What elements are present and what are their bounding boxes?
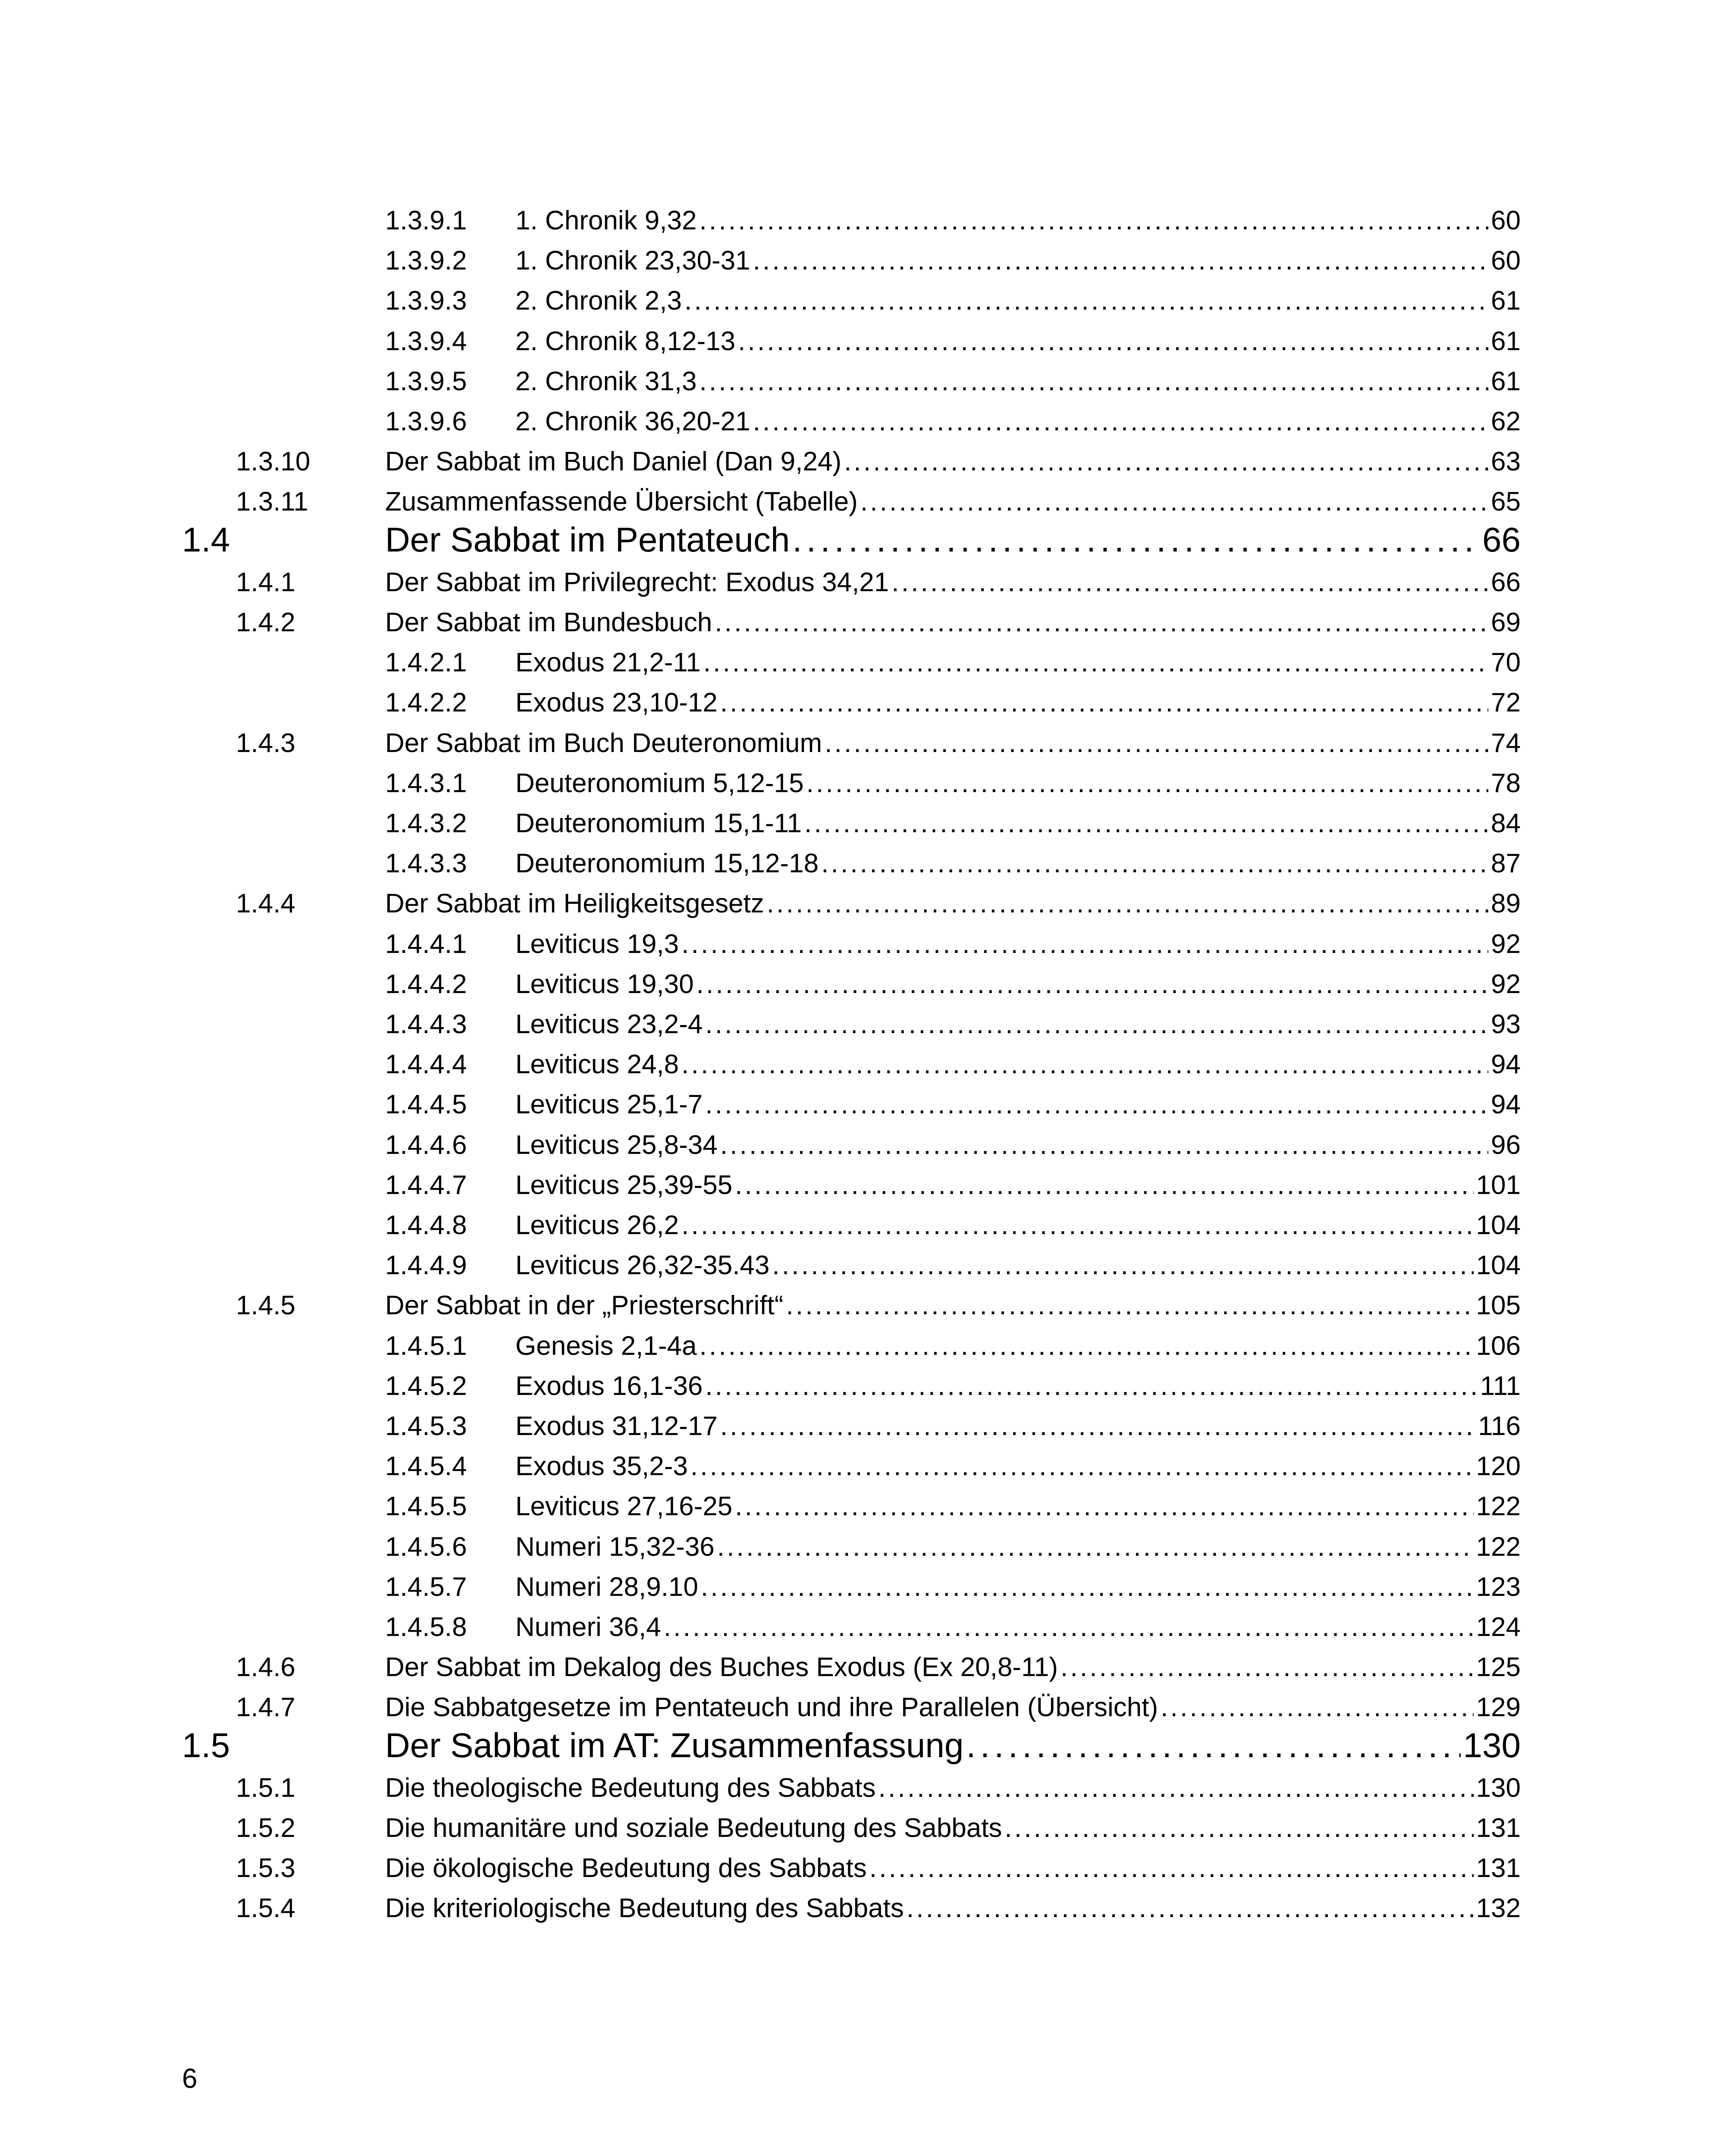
toc-entry[interactable] xyxy=(0,1407,1732,1446)
dot-leader xyxy=(681,1045,1488,1084)
toc-entry[interactable] xyxy=(0,1768,1732,1808)
toc-entry-number: 1.4.6 xyxy=(236,1652,295,1683)
toc-entry-title: Exodus 23,10-12 xyxy=(515,688,718,718)
toc-entry-number: 1.4.5.7 xyxy=(385,1572,467,1602)
toc-entry-page: 125 xyxy=(1476,1652,1521,1683)
toc-entry[interactable] xyxy=(0,442,1732,482)
toc-entry-page: 130 xyxy=(1463,1726,1521,1764)
toc-entry-line xyxy=(515,1045,1521,1084)
toc-entry-number: 1.4.2.1 xyxy=(385,648,467,678)
toc-entry[interactable] xyxy=(0,1808,1732,1848)
toc-entry-number: 1.4.4.5 xyxy=(385,1090,467,1120)
toc-entry-title: Die humanitäre und soziale Bedeutung des Sabbats xyxy=(385,1813,1002,1843)
toc-entry-page: 131 xyxy=(1476,1813,1521,1843)
toc-entry-title: Der Sabbat im Pentateuch xyxy=(385,520,790,559)
toc-entry-line xyxy=(515,1487,1521,1526)
toc-entry-number: 1.3.9.4 xyxy=(385,326,467,356)
dot-leader xyxy=(720,1125,1488,1165)
toc-entry-title: Deuteronomium 15,12-18 xyxy=(515,849,819,879)
toc-entry[interactable] xyxy=(0,965,1732,1004)
toc-entry[interactable] xyxy=(0,1447,1732,1486)
toc-entry-title: Zusammenfassende Übersicht (Tabelle) xyxy=(385,487,858,517)
toc-entry-line xyxy=(385,1688,1521,1727)
toc-entry-title: Genesis 2,1-4a xyxy=(515,1331,697,1361)
dot-leader xyxy=(753,241,1488,281)
toc-entry-number: 1.4.4.3 xyxy=(385,1009,467,1039)
toc-entry-page: 74 xyxy=(1491,728,1521,758)
toc-entry-number: 1.4.4.2 xyxy=(385,969,467,999)
toc-entry-page: 123 xyxy=(1476,1572,1521,1602)
toc-entry-title: Die kriteriologische Bedeutung des Sabbats xyxy=(385,1893,904,1924)
toc-entry-page: 122 xyxy=(1476,1532,1521,1562)
toc-entry-line xyxy=(385,1286,1521,1326)
toc-entry-number: 1.5.2 xyxy=(236,1813,295,1843)
toc-entry-page: 130 xyxy=(1476,1773,1521,1803)
toc-entry-title: Exodus 16,1-36 xyxy=(515,1371,703,1401)
toc-entry[interactable] xyxy=(0,724,1732,763)
toc-entry-page: 124 xyxy=(1476,1612,1521,1642)
toc-entry-page: 104 xyxy=(1476,1250,1521,1281)
toc-entry-page: 84 xyxy=(1491,808,1521,838)
toc-entry-line xyxy=(515,1246,1521,1285)
toc-entry[interactable] xyxy=(0,1726,1732,1765)
toc-entry-page: 104 xyxy=(1476,1210,1521,1240)
toc-entry[interactable] xyxy=(0,482,1732,522)
dot-leader xyxy=(804,804,1488,843)
toc-entry-page: 69 xyxy=(1491,608,1521,637)
toc-entry-number: 1.3.9.3 xyxy=(385,286,467,316)
toc-entry-title: Leviticus 26,32-35.43 xyxy=(515,1250,770,1281)
toc-entry-line xyxy=(515,1447,1521,1486)
toc-entry-number: 1.4.5.1 xyxy=(385,1331,467,1361)
toc-entry[interactable] xyxy=(0,1005,1732,1044)
dot-leader xyxy=(786,1286,1473,1326)
toc-entry-line xyxy=(385,442,1521,482)
toc-entry-number: 1.4.3 xyxy=(236,728,295,758)
toc-entry-page: 93 xyxy=(1491,1009,1521,1039)
toc-entry-title: Leviticus 24,8 xyxy=(515,1050,679,1080)
toc-entry-line xyxy=(515,322,1521,361)
toc-entry-title: Der Sabbat im Buch Deuteronomium xyxy=(385,728,822,758)
toc-entry-number: 1.4.5.6 xyxy=(385,1532,467,1562)
toc-entry-title: Leviticus 25,1-7 xyxy=(515,1090,703,1120)
toc-entry-number: 1.3.9.2 xyxy=(385,246,467,276)
toc-entry-title: Deuteronomium 5,12-15 xyxy=(515,768,804,798)
toc-entry-title: Der Sabbat im Buch Daniel (Dan 9,24) xyxy=(385,447,841,477)
toc-entry-page: 105 xyxy=(1476,1291,1521,1321)
dot-leader xyxy=(1061,1648,1474,1687)
dot-leader xyxy=(879,1768,1474,1808)
toc-entry-title: Der Sabbat im Privilegrecht: Exodus 34,21 xyxy=(385,567,889,597)
toc-entry-number: 1.5.1 xyxy=(236,1773,295,1803)
toc-entry-page: 92 xyxy=(1491,929,1521,959)
toc-entry[interactable] xyxy=(0,1366,1732,1406)
toc-entry-line xyxy=(515,924,1521,964)
toc-entry-title: Deuteronomium 15,1-11 xyxy=(515,808,802,838)
toc-entry-page: 70 xyxy=(1491,648,1521,678)
toc-entry[interactable] xyxy=(0,643,1732,683)
toc-entry-page: 61 xyxy=(1491,286,1521,316)
toc-entry-title: Leviticus 26,2 xyxy=(515,1210,679,1240)
toc-entry-title: Leviticus 19,3 xyxy=(515,929,679,959)
toc-entry[interactable] xyxy=(0,844,1732,884)
dot-leader xyxy=(772,1246,1473,1285)
dot-leader xyxy=(690,1447,1474,1486)
toc-entry[interactable] xyxy=(0,322,1732,361)
toc-entry-title: Exodus 35,2-3 xyxy=(515,1451,688,1482)
toc-entry-page: 60 xyxy=(1491,206,1521,235)
toc-entry-title: Der Sabbat im Heiligkeitsgesetz xyxy=(385,889,764,919)
toc-entry[interactable] xyxy=(0,1849,1732,1888)
toc-entry[interactable] xyxy=(0,1246,1732,1285)
toc-entry-page: 60 xyxy=(1491,246,1521,276)
toc-entry-number: 1.4.4.1 xyxy=(385,929,467,959)
toc-entry-page: 92 xyxy=(1491,969,1521,999)
dot-leader xyxy=(720,683,1488,723)
toc-entry-number: 1.4.5.5 xyxy=(385,1492,467,1522)
toc-entry-line xyxy=(515,1407,1521,1446)
toc-entry-number: 1.5 xyxy=(182,1726,230,1764)
toc-entry[interactable] xyxy=(0,1206,1732,1245)
toc-entry-page: 94 xyxy=(1491,1050,1521,1080)
toc-entry[interactable] xyxy=(0,1125,1732,1165)
toc-entry-title: Numeri 15,32-36 xyxy=(515,1532,715,1562)
toc-entry-title: Numeri 28,9.10 xyxy=(515,1572,698,1602)
toc-entry-title: Die ökologische Bedeutung des Sabbats xyxy=(385,1853,867,1883)
toc-entry-number: 1.5.4 xyxy=(236,1893,295,1924)
toc-entry-page: 66 xyxy=(1482,520,1521,559)
toc-entry-line xyxy=(385,1648,1521,1687)
toc-entry-page: 63 xyxy=(1491,447,1521,477)
dot-leader xyxy=(907,1889,1474,1928)
toc-entry-page: 78 xyxy=(1491,768,1521,798)
toc-entry[interactable] xyxy=(0,563,1732,602)
toc-entry[interactable] xyxy=(0,1286,1732,1326)
toc-entry-title: Der Sabbat im AT: Zusammenfassung xyxy=(385,1726,964,1764)
dot-leader xyxy=(753,402,1488,442)
toc-entry-page: 89 xyxy=(1491,889,1521,919)
toc-entry[interactable] xyxy=(0,1085,1732,1125)
toc-entry-page: 87 xyxy=(1491,849,1521,879)
dot-leader xyxy=(699,1326,1473,1366)
toc-entry-number: 1.4.5.8 xyxy=(385,1612,467,1642)
dot-leader xyxy=(717,1527,1474,1567)
toc-entry-page: 116 xyxy=(1478,1411,1521,1441)
toc-entry-line xyxy=(515,201,1521,241)
dot-leader xyxy=(844,442,1488,482)
toc-entry-number: 1.4.1 xyxy=(236,567,295,597)
toc-entry-number: 1.4.4.6 xyxy=(385,1130,467,1160)
toc-entry-line xyxy=(515,643,1521,683)
toc-entry-title: Die theologische Bedeutung des Sabbats xyxy=(385,1773,876,1803)
dot-leader xyxy=(792,520,1480,560)
toc-entry-line xyxy=(385,1849,1521,1888)
toc-entry[interactable] xyxy=(0,683,1732,723)
toc-entry-number: 1.4.4.8 xyxy=(385,1210,467,1240)
dot-leader xyxy=(860,482,1488,522)
toc-entry-number: 1.4.3.1 xyxy=(385,768,467,798)
dot-leader xyxy=(767,884,1488,924)
toc-entry[interactable] xyxy=(0,520,1732,560)
dot-leader xyxy=(681,924,1488,964)
toc-entry[interactable] xyxy=(0,1889,1732,1928)
toc-entry-line xyxy=(385,603,1521,642)
toc-entry-title: Leviticus 19,30 xyxy=(515,969,694,999)
toc-entry-line xyxy=(515,1166,1521,1205)
toc-entry-line xyxy=(515,281,1521,321)
toc-entry-number: 1.4.5 xyxy=(236,1291,295,1321)
toc-entry-number: 1.4 xyxy=(182,520,230,559)
toc-entry[interactable] xyxy=(0,804,1732,843)
toc-entry-number: 1.4.4.9 xyxy=(385,1250,467,1281)
toc-entry-title: Leviticus 23,2-4 xyxy=(515,1009,703,1039)
dot-leader xyxy=(735,1487,1473,1526)
toc-entry[interactable] xyxy=(0,1567,1732,1607)
toc-entry-line xyxy=(385,1808,1521,1848)
toc-entry[interactable] xyxy=(0,281,1732,321)
toc-entry-title: Der Sabbat in der „Priesterschrift“ xyxy=(385,1291,784,1321)
toc-entry-number: 1.4.4.7 xyxy=(385,1170,467,1200)
toc-entry[interactable] xyxy=(0,1527,1732,1567)
toc-entry-title: Leviticus 25,8-34 xyxy=(515,1130,718,1160)
toc-entry-title: Exodus 31,12-17 xyxy=(515,1411,718,1441)
toc-entry-title: 2. Chronik 36,20-21 xyxy=(515,407,750,436)
toc-entry-title: Der Sabbat im Dekalog des Buches Exodus (Ex 20,8-11) xyxy=(385,1652,1058,1683)
toc-entry-number: 1.3.10 xyxy=(236,447,311,477)
dot-leader xyxy=(806,764,1488,803)
toc-entry-page: 65 xyxy=(1491,487,1521,517)
toc-entry[interactable] xyxy=(0,1326,1732,1366)
toc-entry-line xyxy=(385,1889,1521,1928)
dot-leader xyxy=(701,1567,1474,1607)
toc-entry-page: 61 xyxy=(1491,326,1521,356)
toc-entry[interactable] xyxy=(0,201,1732,241)
dot-leader xyxy=(699,201,1488,241)
toc-entry-page: 101 xyxy=(1476,1170,1521,1200)
toc-entry-page: 94 xyxy=(1491,1090,1521,1120)
toc-entry-page: 131 xyxy=(1476,1853,1521,1883)
toc-entry-number: 1.5.3 xyxy=(236,1853,295,1883)
toc-entry-number: 1.4.5.4 xyxy=(385,1451,467,1482)
dot-leader xyxy=(869,1849,1474,1888)
dot-leader xyxy=(966,1726,1460,1765)
toc-entry-title: 2. Chronik 2,3 xyxy=(515,286,682,316)
toc-entry-line xyxy=(385,563,1521,602)
dot-leader xyxy=(705,1366,1477,1406)
toc-entry[interactable] xyxy=(0,402,1732,442)
dot-leader xyxy=(697,965,1488,1004)
toc-entry-page: 61 xyxy=(1491,366,1521,396)
toc-entry[interactable] xyxy=(0,1045,1732,1084)
toc-entry[interactable] xyxy=(0,1688,1732,1727)
toc-entry-line xyxy=(515,1366,1521,1406)
toc-entry-line xyxy=(515,1206,1521,1245)
toc-entry-line xyxy=(515,1085,1521,1125)
toc-entry-number: 1.4.5.2 xyxy=(385,1371,467,1401)
toc-entry-line xyxy=(515,1608,1521,1647)
toc-entry[interactable] xyxy=(0,603,1732,642)
toc-entry-title: Numeri 36,4 xyxy=(515,1612,661,1642)
toc-entry-line xyxy=(385,1726,1521,1765)
toc-entry-number: 1.4.3.2 xyxy=(385,808,467,838)
toc-entry-title: 1. Chronik 9,32 xyxy=(515,206,697,235)
toc-entry-line xyxy=(385,884,1521,924)
toc-entry-number: 1.4.3.3 xyxy=(385,849,467,879)
toc-entry[interactable] xyxy=(0,1166,1732,1205)
toc-entry-line xyxy=(515,1125,1521,1165)
toc-entry-number: 1.3.9.1 xyxy=(385,206,467,235)
toc-entry-page: 129 xyxy=(1476,1692,1521,1723)
dot-leader xyxy=(1161,1688,1473,1727)
toc-entry[interactable] xyxy=(0,1608,1732,1647)
toc-entry[interactable] xyxy=(0,924,1732,964)
toc-entry-title: Die Sabbatgesetze im Pentateuch und ihre Parallelen (Übersicht) xyxy=(385,1692,1158,1723)
dot-leader xyxy=(703,643,1488,683)
toc-entry-page: 111 xyxy=(1480,1371,1521,1401)
toc-entry-title: Leviticus 27,16-25 xyxy=(515,1492,733,1522)
toc-entry[interactable] xyxy=(0,764,1732,803)
toc-entry-line xyxy=(515,1326,1521,1366)
toc-entry-line xyxy=(515,1005,1521,1044)
dot-leader xyxy=(1004,1808,1473,1848)
dot-leader xyxy=(684,281,1488,321)
toc-entry-page: 72 xyxy=(1491,688,1521,718)
page-number: 6 xyxy=(182,2063,198,2094)
toc-entry-line xyxy=(515,844,1521,884)
dot-leader xyxy=(705,1005,1488,1044)
toc-entry-page: 122 xyxy=(1476,1492,1521,1522)
dot-leader xyxy=(715,603,1488,642)
toc-entry-title: Der Sabbat im Bundesbuch xyxy=(385,608,712,637)
toc-entry-number: 1.4.4.4 xyxy=(385,1050,467,1080)
toc-entry-number: 1.3.11 xyxy=(236,487,308,517)
toc-entry-title: Exodus 21,2-11 xyxy=(515,648,701,678)
toc-entry[interactable] xyxy=(0,241,1732,281)
toc-entry-line xyxy=(515,241,1521,281)
toc-entry-line xyxy=(515,683,1521,723)
toc-entry-line xyxy=(515,965,1521,1004)
toc-entry[interactable] xyxy=(0,1648,1732,1687)
toc-entry-line xyxy=(385,724,1521,763)
toc-entry-line xyxy=(515,1527,1521,1567)
toc-entry-title: 2. Chronik 31,3 xyxy=(515,366,697,396)
dot-leader xyxy=(738,322,1488,361)
toc-entry[interactable] xyxy=(0,362,1732,401)
toc-entry-number: 1.4.5.3 xyxy=(385,1411,467,1441)
toc-entry-page: 66 xyxy=(1491,567,1521,597)
toc-entry-title: Leviticus 25,39-55 xyxy=(515,1170,733,1200)
toc-entry[interactable] xyxy=(0,884,1732,924)
dot-leader xyxy=(735,1166,1473,1205)
dot-leader xyxy=(699,362,1488,401)
toc-entry-line xyxy=(385,482,1521,522)
toc-entry-title: 2. Chronik 8,12-13 xyxy=(515,326,736,356)
toc-entry-title: 1. Chronik 23,30-31 xyxy=(515,246,750,276)
toc-entry-line xyxy=(515,402,1521,442)
toc-entry[interactable] xyxy=(0,1487,1732,1526)
toc-entry-line xyxy=(385,520,1521,560)
toc-entry-page: 106 xyxy=(1476,1331,1521,1361)
dot-leader xyxy=(664,1608,1474,1647)
toc-entry-page: 132 xyxy=(1476,1893,1521,1924)
dot-leader xyxy=(825,724,1488,763)
toc-entry-line xyxy=(385,1768,1521,1808)
dot-leader xyxy=(705,1085,1488,1125)
toc-entry-line xyxy=(515,764,1521,803)
toc-entry-page: 62 xyxy=(1491,407,1521,436)
dot-leader xyxy=(720,1407,1475,1446)
toc-entry-number: 1.3.9.6 xyxy=(385,407,467,436)
toc-entry-number: 1.4.4 xyxy=(236,889,295,919)
toc-entry-number: 1.4.2 xyxy=(236,608,295,637)
toc-entry-line xyxy=(515,804,1521,843)
toc-entry-page: 96 xyxy=(1491,1130,1521,1160)
dot-leader xyxy=(821,844,1488,884)
toc-entry-number: 1.4.2.2 xyxy=(385,688,467,718)
toc-entry-number: 1.4.7 xyxy=(236,1692,295,1723)
toc-entry-line xyxy=(515,362,1521,401)
toc-entry-page: 120 xyxy=(1476,1451,1521,1482)
dot-leader xyxy=(891,563,1488,602)
toc-entry-line xyxy=(515,1567,1521,1607)
toc-entry-number: 1.3.9.5 xyxy=(385,366,467,396)
dot-leader xyxy=(681,1206,1473,1245)
